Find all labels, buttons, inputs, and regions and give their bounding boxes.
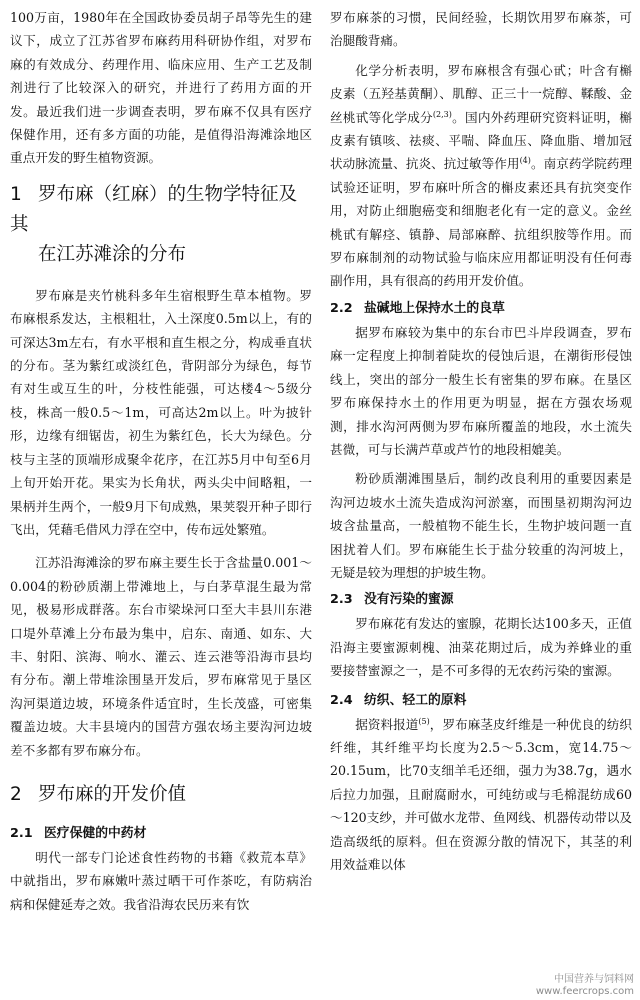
subsection-2-1-number: 2.1 [10,825,33,841]
section-2-number: 2 [10,783,22,805]
subsection-2-2-title: 盐碱地上保持水土的良草 [364,300,505,316]
soil-paragraph-2: 粉砂质潮滩围垦后，制约改良利用的重要因素是沟河边坡水土流失造成沟河淤塞，而围垦初期沟河边坡含盐量高，一般植物不能生长，生物护坡问题一直困扰着人们。罗布麻能生长于盐分较重的沟河坡上，无疑是较为理想的护坡生物。 [330,471,632,580]
fiber-text-a: 据资料报道 [355,716,419,732]
fiber-paragraph [330,713,632,877]
biology-paragraph: 罗布麻是夹竹桃科多年生宿根野生草本植物。罗布麻根系发达，主根粗壮，入土深度0.5m以上，有的可深达3m左右，有水平根和直生根之分，构成垂直状的分布。茎为紫红或淡红色，背阴部分为绿色，每节有对生或互生的叶，分枝性能强，可达楼4～5级分枝，株高一般0.5～1m，可高达2m以上。叶为披针形，边缘有细锯齿，初生为紫红色，长大为绿色。分枝与主茎的顶端形成聚伞花序，在江苏5月中旬至6月上旬开始开花。果实为长角状，两头尖中间略粗，一果柄并生两个，一般9月下旬成熟，果荚裂开种子即行飞出，凭藉毛借风力浮在空中，传布远处繁殖。 [10,287,312,537]
subsection-2-4-number: 2.4 [330,692,353,708]
section-1-heading [10,180,312,270]
section-2-heading [10,780,312,810]
subsection-2-3-heading [330,588,632,612]
fiber-text-b: ，罗布麻茎皮纤维是一种优良的纺织纤维，其纤维平均长度为2.5～5.3cm，宽14.75～20.15um，比70支细羊毛还细，强力为38.7g，遇水后拉力加强，且耐腐耐水，可纯纺或与毛棉混纺成60～120支纱，并可做水龙带、鱼网线、机器传动带以及造高级纸的原料。但在资源分散的情况下，其茎的利用效益难以体 [330,716,633,872]
reference-5: (5) [418,716,430,726]
subsection-2-2-heading [330,297,632,321]
subsection-2-4-title: 纺织、轻工的原料 [364,692,467,708]
intro-paragraph: 100万亩，1980年在全国政协委员胡子昂等先生的建议下，成立了江苏省罗布麻药用科研协作组，对罗布麻的有效成分、药理作用、临床应用、生产工艺及制剂进行了比较深入的研究，并进行了药用方面的开发。最近我们进一步调查表明，罗布麻不仅具有医疗保健作用，还有多方面的功能，是值得沿海滩涂地区重点开发的野生植物资源。 [10,10,312,166]
section-1-title-line2: 在江苏滩涂的分布 [38,243,187,265]
continued-paragraph: 罗布麻茶的习惯，民间经验，长期饮用罗布麻茶，可治腿酸背痛。 [330,10,632,49]
subsection-2-1-title: 医疗保健的中药材 [44,825,147,841]
chemistry-paragraph [330,59,632,293]
right-column [330,6,632,876]
section-1-title-line1: 罗布麻（红麻）的生物学特征及其 [10,183,298,235]
honey-paragraph: 罗布麻花有发达的蜜腺，花期长达100多天，正值沿海主要蜜源刺槐、油菜花期过后，成为养蜂业的重要接替蜜源之一，是不可多得的无农药污染的蜜源。 [330,616,632,679]
soil-paragraph-1: 据罗布麻较为集中的东台市巴斗岸段调查，罗布麻一定程度上抑制着陡坎的侵蚀后退，在潮街形侵蚀线上，突出的部分一般生长有密集的罗布麻。在垦区罗布麻保持水土的作用更为明显，据在方强农场观测，排水沟河两侧为罗布麻所覆盖的地段，水土流失甚微，可与长满芦草或芦竹的地段相媲美。 [330,324,632,457]
chemistry-text-c: 。南京药学院药理试验还证明，罗布麻叶所含的槲皮素还具有抗突变作用，对防止细胞癌变和细胞老化有一定的意义。金丝桃甙有解痉、镇静、局部麻醉、抗组织胺等作用。而罗布麻制剂的动物试验与临床应用都证明没有任何毒副作用，具有很高的药用开发价值。 [330,156,633,289]
watermark-line2: www.feercrops.com [535,986,634,997]
subsection-2-2-number: 2.2 [330,300,353,316]
watermark-line1: 中国营养与饲料网 [554,974,634,985]
subsection-2-4-heading [330,689,632,713]
section-1-number: 1 [10,183,22,205]
distribution-paragraph: 江苏沿海滩涂的罗布麻主要生长于含盐量0.001～0.004的粉砂质潮上带滩地上，与白茅草混生最为常见，极易形成群落。东台市梁垛河口至大丰县川东港口堤外草滩上分布最为集中，启东、南通、如东、大丰、射阳、滨海、响水、灌云、连云港等沿海市县均有分布。潮上带堆涂围垦开发后，罗布麻常见于垦区沟河渠道边坡，环境条件适宜时，生长茂盛，可密集覆盖边坡。大丰县境内的国营方强农场主要沟河边坡差不多都有罗布麻分布。 [10,555,312,758]
reference-4: (4) [519,156,531,166]
reference-2-3: (2,3) [432,109,452,119]
section-2-title: 罗布麻的开发价值 [38,783,187,805]
medicine-paragraph: 明代一部专门论述食性药物的书籍《救荒本草》中就指出，罗布麻嫩叶蒸过晒干可作茶吃，有防病治病和保健延寿之效。我省沿海农民历来有饮 [10,849,312,912]
chemistry-text-a: 化学分析表明，罗布麻根含有强心甙；叶含有槲皮素（五羟基黄酮）、肌醇、正三十一烷醇、鞣酸、金丝桃甙等化学成分 [330,62,632,125]
subsection-2-3-title: 没有污染的蜜源 [364,592,454,608]
site-watermark [536,974,634,998]
left-column [10,6,312,916]
subsection-2-1-heading [10,822,312,846]
chemistry-text-b: 。国内外药理研究资料证明，槲皮素有镇咳、祛痰、平喘、降血压、降血脂、增加冠状动脉流量、抗炎、抗过敏等作用 [330,109,633,172]
subsection-2-3-number: 2.3 [330,592,353,608]
